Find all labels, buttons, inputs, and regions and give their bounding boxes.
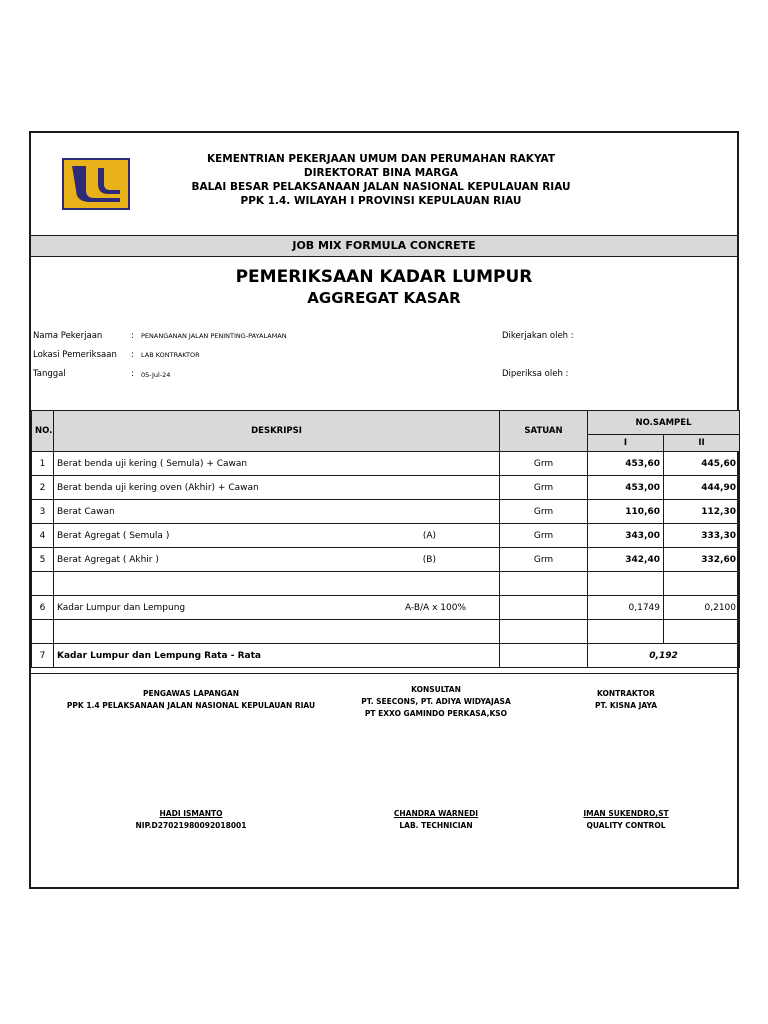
row-value-2: 444,90 <box>664 476 740 500</box>
pupr-logo <box>62 158 130 210</box>
data-table <box>31 410 740 668</box>
signature-left <box>51 688 331 832</box>
info-dikerjakan-label: Dikerjakan oleh : <box>502 331 574 341</box>
row-satuan: Grm <box>500 452 588 476</box>
signature-middle <box>336 684 536 832</box>
letterhead-line: PPK 1.4. WILAYAH I PROVINSI KEPULAUAN RIAU <box>240 195 522 207</box>
sig-org: PT EXXO GAMINDO PERKASA,KSO <box>364 709 508 718</box>
row-no: 4 <box>32 524 54 548</box>
sig-title: QUALITY CONTROL <box>586 821 666 830</box>
table-row <box>32 596 740 620</box>
sig-id: NIP.D27021980092018001 <box>135 821 247 830</box>
row-no: 1 <box>32 452 54 476</box>
info-nama-value: PENANGANAN JALAN PENINTING-PAYALAMAN <box>141 332 287 340</box>
row-satuan: Grm <box>500 476 588 500</box>
header-satuan: SATUAN <box>500 411 588 452</box>
info-tanggal-label: Tanggal <box>33 369 66 379</box>
header-sample-2: II <box>664 435 740 452</box>
table-row <box>32 500 740 524</box>
header-sampel: NO.SAMPEL <box>588 411 740 435</box>
table-row <box>32 452 740 476</box>
band-title: JOB MIX FORMULA CONCRETE <box>31 235 737 257</box>
row-tag: (A) <box>422 530 436 541</box>
sig-name: HADI ISMANTO <box>159 809 223 818</box>
sig-role: KONSULTAN <box>411 685 461 694</box>
table-row <box>32 548 740 572</box>
row-value-2: 333,30 <box>664 524 740 548</box>
row-desc: Berat Agregat ( Akhir ) <box>57 554 159 565</box>
letterhead <box>171 152 591 208</box>
sig-role: KONTRAKTOR <box>597 689 655 698</box>
info-diperiksa-label: Diperiksa oleh : <box>502 369 569 379</box>
row-average-value: 0,192 <box>588 644 740 668</box>
letterhead-line: KEMENTRIAN PEKERJAAN UMUM DAN PERUMAHAN RAKYAT <box>206 153 556 165</box>
sig-org: PT. SEECONS, PT. ADIYA WIDYAJASA <box>361 697 511 706</box>
row-desc-cell <box>54 596 500 620</box>
row-no: 3 <box>32 500 54 524</box>
info-tanggal-value: 05-Jul-24 <box>141 371 171 379</box>
form-sheet <box>29 131 739 889</box>
info-lokasi-label: Lokasi Pemeriksaan <box>33 350 117 360</box>
row-satuan: Grm <box>500 500 588 524</box>
row-desc: Berat benda uji kering oven (Akhir) + Cawan <box>54 476 500 500</box>
row-value-1: 453,00 <box>588 476 664 500</box>
info-colon: : <box>131 350 134 360</box>
table-row <box>32 476 740 500</box>
page-title: PEMERIKSAAN KADAR LUMPUR <box>235 267 533 287</box>
sig-org: PPK 1.4 PELAKSANAAN JALAN NASIONAL KEPULAUAN RIAU <box>66 701 316 710</box>
row-value-1: 343,00 <box>588 524 664 548</box>
row-desc-cell <box>54 524 500 548</box>
row-desc: Berat Cawan <box>54 500 500 524</box>
row-desc: Berat Agregat ( Semula ) <box>57 530 170 541</box>
letterhead-line: DIREKTORAT BINA MARGA <box>303 167 459 179</box>
table-header-row <box>32 411 740 435</box>
row-tag: (B) <box>422 554 436 565</box>
row-no: 7 <box>32 644 54 668</box>
row-value-1: 0,1749 <box>588 596 664 620</box>
page-subtitle: AGGREGAT KASAR <box>307 289 461 307</box>
header-no: NO. <box>32 411 54 452</box>
row-desc: Kadar Lumpur dan Lempung Rata - Rata <box>54 644 500 668</box>
table-empty-row <box>32 572 740 596</box>
logo-mark-icon <box>64 160 128 208</box>
row-value-1: 110,60 <box>588 500 664 524</box>
row-no: 2 <box>32 476 54 500</box>
info-colon: : <box>131 331 134 341</box>
info-colon: : <box>131 369 134 379</box>
row-desc-cell <box>54 548 500 572</box>
signature-right <box>541 688 711 832</box>
header-deskripsi: DESKRIPSI <box>54 411 500 452</box>
row-no: 6 <box>32 596 54 620</box>
row-formula: A-B/A x 100% <box>404 602 466 613</box>
sig-role: PENGAWAS LAPANGAN <box>143 689 239 698</box>
row-no: 5 <box>32 548 54 572</box>
row-value-1: 453,60 <box>588 452 664 476</box>
table-empty-row <box>32 620 740 644</box>
divider <box>31 673 737 674</box>
header-sample-1: I <box>588 435 664 452</box>
sig-title: LAB. TECHNICIAN <box>399 821 473 830</box>
info-lokasi-value: LAB KONTRAKTOR <box>141 351 200 359</box>
row-desc: Berat benda uji kering ( Semula) + Cawan <box>54 452 500 476</box>
row-value-2: 112,30 <box>664 500 740 524</box>
sig-name: CHANDRA WARNEDI <box>393 809 479 818</box>
row-value-2: 332,60 <box>664 548 740 572</box>
sig-org: PT. KISNA JAYA <box>594 701 658 710</box>
row-desc: Kadar Lumpur dan Lempung <box>57 602 186 613</box>
row-value-1: 342,40 <box>588 548 664 572</box>
table-row-average <box>32 644 740 668</box>
row-value-2: 0,2100 <box>664 596 740 620</box>
sig-name: IMAN SUKENDRO,ST <box>583 809 669 818</box>
row-satuan: Grm <box>500 548 588 572</box>
row-value-2: 445,60 <box>664 452 740 476</box>
info-nama-label: Nama Pekerjaan <box>33 331 103 341</box>
row-satuan: Grm <box>500 524 588 548</box>
letterhead-line: BALAI BESAR PELAKSANAAN JALAN NASIONAL KEPULAUAN RIAU <box>191 181 571 193</box>
table-row <box>32 524 740 548</box>
